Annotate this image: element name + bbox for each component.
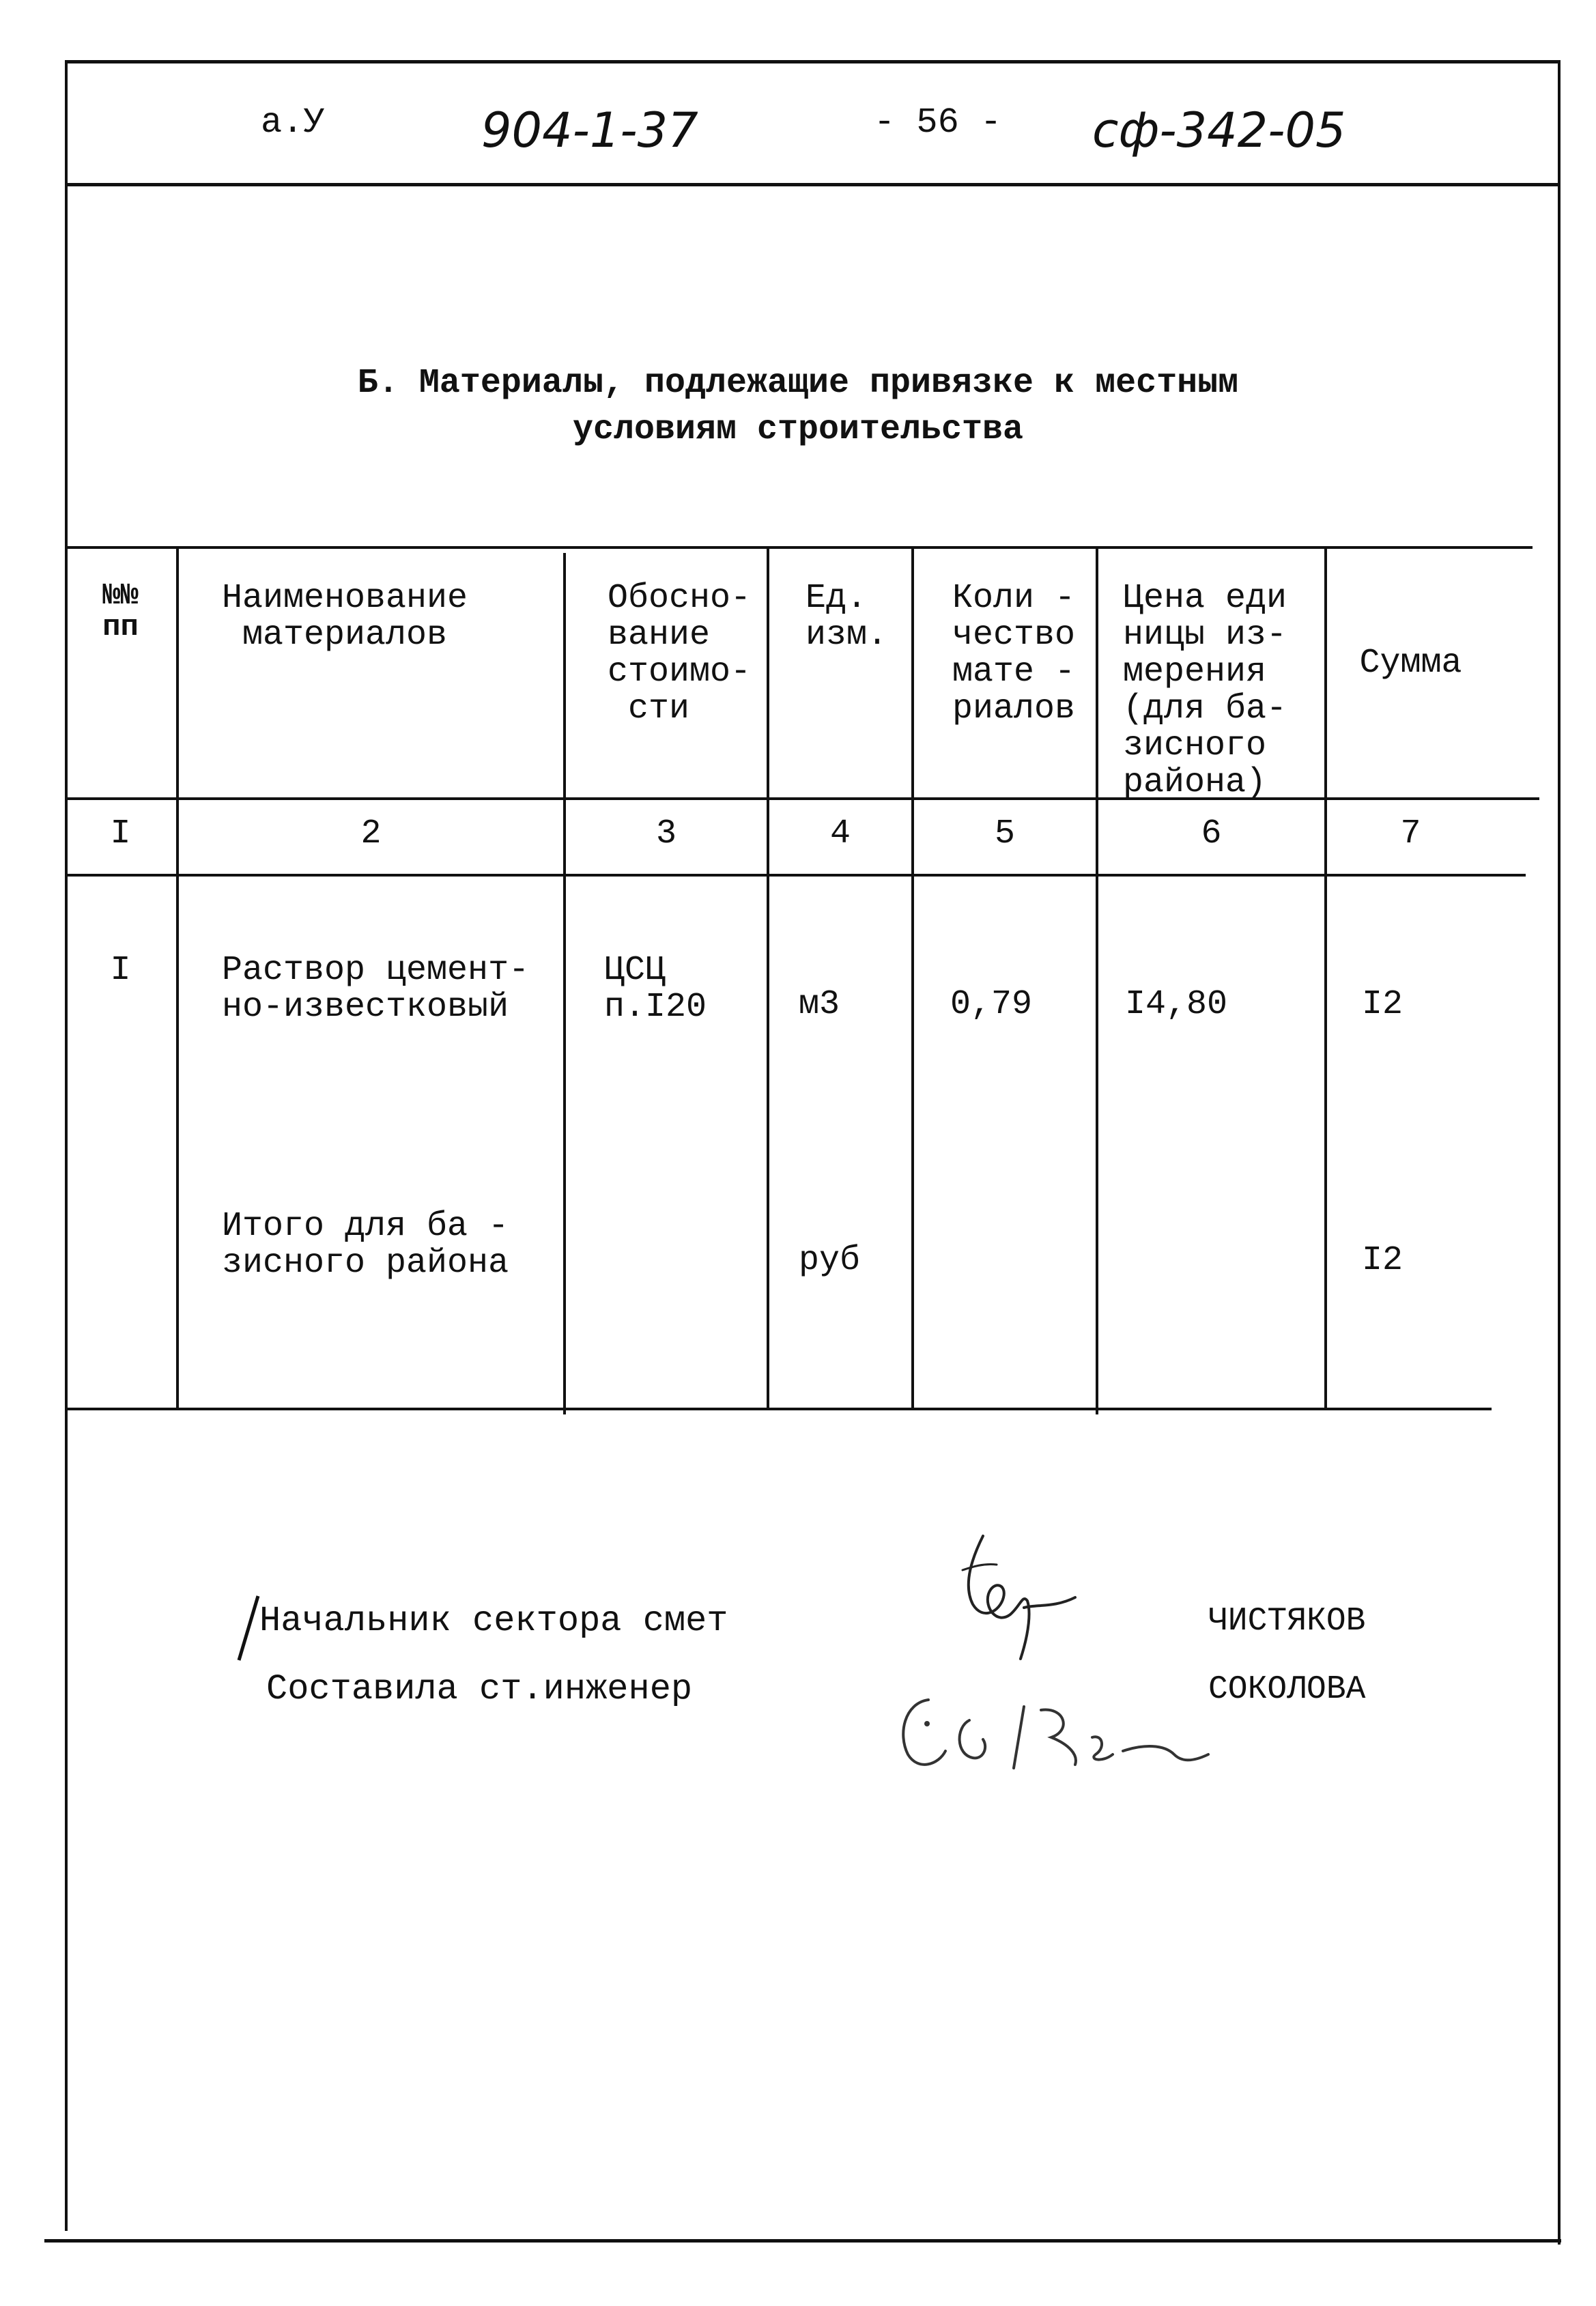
header-cell-unit: Ед. изм. — [806, 579, 888, 655]
column-divider-4 — [911, 546, 914, 1408]
row-unit: м3 — [799, 985, 840, 1024]
column-number: 4 — [829, 814, 851, 853]
header-cell-basis: Обосно- вание стоимо- сти — [608, 579, 752, 728]
frame-top-border — [65, 60, 1560, 63]
column-divider-1 — [176, 546, 179, 1408]
section-subtitle: условиям строительства — [572, 410, 1024, 449]
table-top-rule — [65, 546, 1533, 549]
column-number: 3 — [655, 814, 676, 853]
column-number: 7 — [1400, 814, 1421, 853]
header-prefix: а.У — [261, 102, 325, 143]
header-bottom-rule — [65, 797, 1539, 800]
column-number: 6 — [1201, 814, 1222, 853]
row-num: I — [110, 951, 131, 990]
table-bottom-rule — [65, 1408, 1492, 1410]
total-unit: руб — [799, 1241, 861, 1280]
column-divider-5 — [1096, 546, 1098, 1414]
page-number: - 56 - — [874, 102, 1002, 143]
signature-role-2: Составила ст.инженер — [266, 1669, 693, 1709]
column-divider-2 — [563, 553, 566, 1414]
frame-bottom-border — [44, 2239, 1561, 2243]
section-title: Б. Материалы, подлежащие привязке к местным — [357, 364, 1239, 403]
sheet-code: сф-342-05 — [1092, 102, 1346, 158]
signature-name-2: СОКОЛОВА — [1208, 1671, 1366, 1708]
header-cell-num: №№ пп — [102, 579, 139, 644]
header-cell-qty: Коли - чество мате - риалов — [952, 579, 1076, 728]
column-numbers-rule — [65, 874, 1526, 877]
column-number: 5 — [994, 814, 1015, 853]
header-cell-price: Цена еди ницы из- мерения (для ба- зисного района) — [1123, 579, 1287, 802]
row-basis: ЦСЦ п.I20 — [604, 951, 707, 1027]
row-qty: 0,79 — [950, 985, 1033, 1024]
signature-name-1: ЧИСТЯКОВ — [1208, 1603, 1366, 1640]
signature-role-1: Начальник сектора смет — [259, 1601, 728, 1641]
column-number: 2 — [360, 814, 382, 853]
row-price: I4,80 — [1125, 985, 1228, 1024]
header-divider — [65, 183, 1560, 186]
column-divider-3 — [767, 546, 769, 1408]
handwritten-signature-1 — [935, 1529, 1085, 1672]
project-code: 904-1-37 — [481, 102, 698, 158]
row-sum: I2 — [1362, 985, 1403, 1024]
header-cell-sum: Сумма — [1359, 644, 1462, 683]
total-sum: I2 — [1362, 1241, 1403, 1280]
header-cell-name: Наименование материалов — [222, 579, 468, 655]
row-name: Раствор цемент- но-известковый — [222, 951, 530, 1027]
column-number: I — [110, 814, 131, 853]
total-label: Итого для ба - зисного района — [222, 1207, 509, 1283]
handwritten-signature-2 — [887, 1679, 1229, 1795]
